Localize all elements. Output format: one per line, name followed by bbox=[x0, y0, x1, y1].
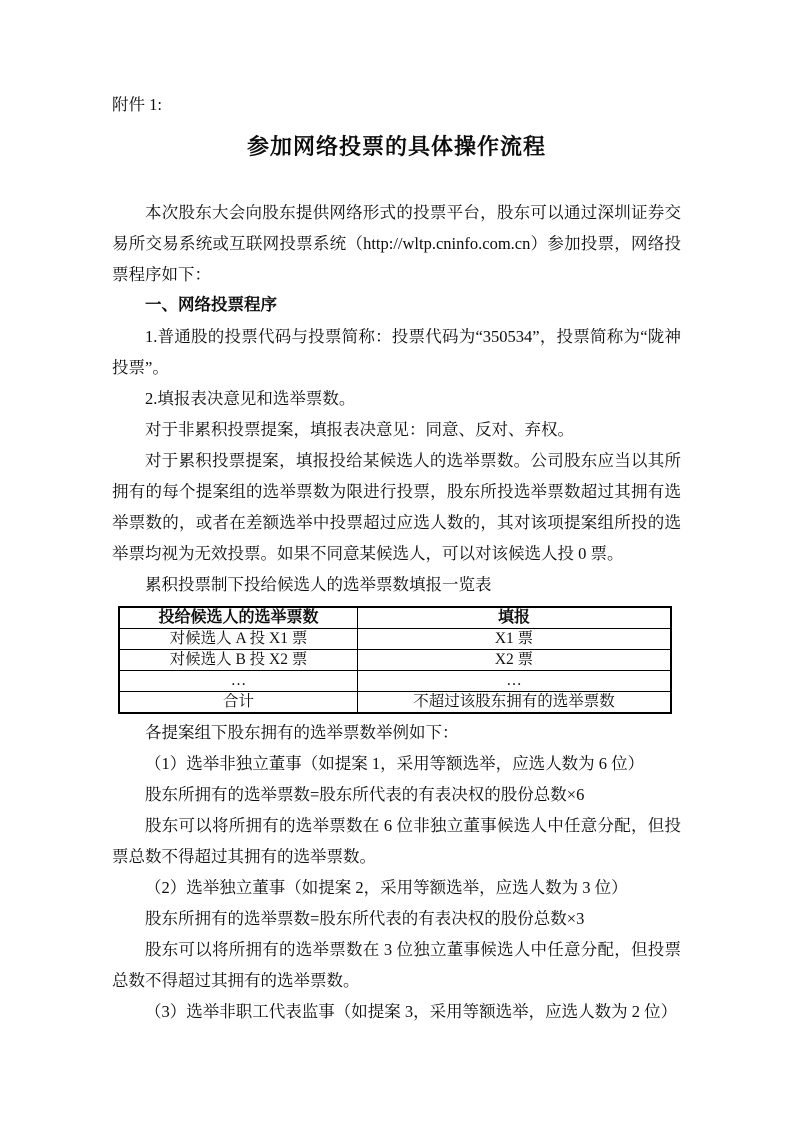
paragraph-example-3: （3）选举非职工代表监事（如提案 3，采用等额选举，应选人数为 2 位） bbox=[145, 1002, 678, 1021]
paragraph-examples-intro: 各提案组下股东拥有的选举票数举例如下： bbox=[145, 723, 459, 742]
table-cell: … bbox=[119, 671, 357, 692]
table-caption: 累积投票制下投给候选人的选举票数填报一览表 bbox=[145, 575, 492, 594]
paragraph-fill: 2.填报表决意见和选举票数。 bbox=[145, 389, 356, 408]
paragraph-example-2: （2）选举独立董事（如提案 2，采用等额选举，应选人数为 3 位） bbox=[145, 878, 628, 897]
paragraph-example-1-note: 股东可以将所拥有的选举票数在 6 位非独立董事候选人中任意分配，但投票总数不得超过其拥有的选举票数。 bbox=[112, 816, 681, 866]
paragraph-noncumulative: 对于非累积投票提案，填报表决意见：同意、反对、弃权。 bbox=[145, 420, 574, 439]
paragraph-example-2-note: 股东可以将所拥有的选举票数在 3 位独立董事候选人中任意分配，但投票总数不得超过其拥有的选举票数。 bbox=[112, 940, 681, 990]
table-row bbox=[119, 671, 671, 692]
table-header-cell-votes: 投给候选人的选举票数 bbox=[119, 607, 357, 629]
paragraph-example-1-formula: 股东所拥有的选举票数=股东所代表的有表决权的股份总数×6 bbox=[145, 785, 585, 804]
table-cell: … bbox=[357, 671, 671, 692]
paragraph-cumulative: 对于累积投票提案，填报投给某候选人的选举票数。公司股东应当以其所拥有的每个提案组的选举票数为限进行投票，股东所投选举票数超过其拥有选举票数的，或者在差额选举中投票超过应选人数的，其对该项提案组所投的选举票均视为无效投票。如果不同意某候选人，可以对该候选人投 0 票。 bbox=[112, 451, 681, 563]
table-cell: X1 票 bbox=[357, 629, 671, 650]
section-heading-procedure: 一、网络投票程序 bbox=[145, 296, 277, 314]
table-row bbox=[119, 629, 671, 650]
table-cell: 合计 bbox=[119, 692, 357, 714]
paragraph-intro: 本次股东大会向股东提供网络形式的投票平台，股东可以通过深圳证券交易所交易系统或互联网投票系统（http://wltp.cninfo.com.cn）参加投票，网络投票程序如下： bbox=[112, 203, 681, 284]
page-title: 参加网络投票的具体操作流程 bbox=[246, 134, 546, 159]
table-cell: 不超过该股东拥有的选举票数 bbox=[357, 692, 671, 714]
table-cell: X2 票 bbox=[357, 650, 671, 671]
table-cell: 对候选人 A 投 X1 票 bbox=[119, 629, 357, 650]
document-content bbox=[112, 95, 681, 1027]
paragraph-example-2-formula: 股东所拥有的选举票数=股东所代表的有表决权的股份总数×3 bbox=[145, 909, 585, 928]
paragraph-example-1: （1）选举非独立董事（如提案 1，采用等额选举，应选人数为 6 位） bbox=[145, 754, 645, 773]
paragraph-vote-code: 1.普通股的投票代码与投票简称：投票代码为“350534”，投票简称为“陇神投票”。 bbox=[112, 327, 681, 377]
table-row bbox=[119, 650, 671, 671]
table-row bbox=[119, 692, 671, 714]
table-header-row bbox=[119, 607, 671, 629]
attachment-label: 附件 1: bbox=[112, 95, 162, 114]
table-cell: 对候选人 B 投 X2 票 bbox=[119, 650, 357, 671]
cumulative-vote-table bbox=[118, 606, 672, 714]
table-header-cell-fill: 填报 bbox=[357, 607, 671, 629]
